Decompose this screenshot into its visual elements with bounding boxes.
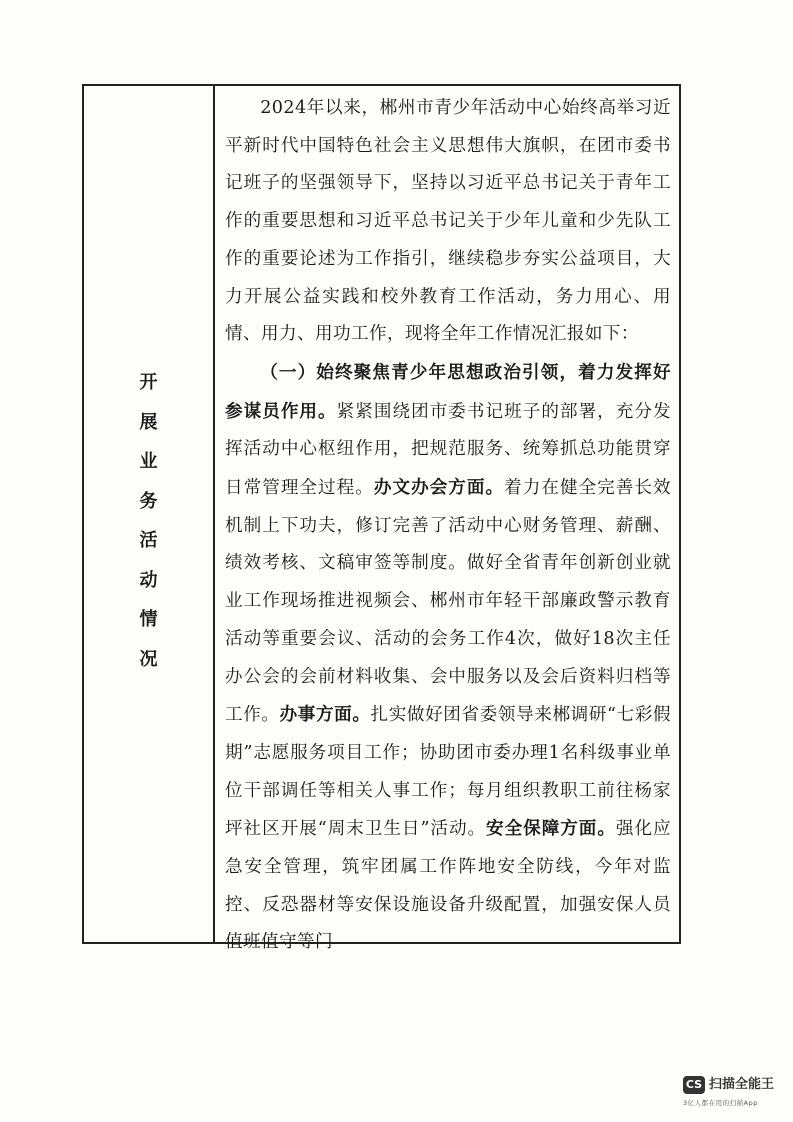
subheading-safety: 安全保障方面。 <box>486 818 616 840</box>
row-label-char: 展 <box>139 412 158 433</box>
row-label-char: 业 <box>139 451 158 472</box>
section-one-paragraph <box>225 354 671 962</box>
row-label-char: 活 <box>139 530 158 551</box>
body-text: 紧紧围绕团市委书记班子的部署，充分发挥活动中心枢纽作用，把规范服务、统筹抓总功能贯穿日常管理全过程。 <box>225 401 671 499</box>
camscanner-logo-icon: CS <box>683 1076 705 1094</box>
content-cell <box>225 90 671 962</box>
row-label-char: 情 <box>139 609 158 630</box>
scanner-tagline: 3亿人都在用的扫描App <box>683 1099 758 1107</box>
intro-paragraph: 2024年以来，郴州市青少年活动中心始终高举习近平新时代中国特色社会主义思想伟大旗帜，在团市委书记班子的坚强领导下，坚持以习近平总书记关于青年工作的重要思想和习近平总书记关于少年儿童和少先队工作的重要论述为工作指引，继续稳步夯实公益项目，大力开展公益实践和校外教育工作活动，务力用心、用情、用力、用功工作，现将全年工作情况汇报如下： <box>225 98 671 345</box>
body-text: 着力在健全完善长效机制上下功夫，修订完善了活动中心财务管理、薪酬、绩效考核、文稿审签等制度。做好全省青年创新创业就业工作现场推进视频会、郴州市年轻干部廉政警示教育活动等重要会议、活动的会务工作4次，做好18次主任办公会的会前材料收集、会中服务以及会后资料归档等工作。 <box>225 478 671 726</box>
row-label-char: 开 <box>139 372 158 393</box>
scanner-watermark <box>683 1076 788 1116</box>
report-table <box>82 84 681 953</box>
row-label-char: 务 <box>139 491 158 512</box>
row-label-char: 动 <box>139 570 158 591</box>
body-text: 扎实做好团省委领导来郴调研“七彩假期”志愿服务项目工作；协助团市委办理1名科级事业单位干部调任等相关人事工作；每月组织教职工前往杨家坪社区开展“周末卫生日”活动。 <box>225 705 671 840</box>
body-text: 强化应急安全管理，筑牢团属工作阵地安全防线，今年对监控、反恐器材等安保设施设备升级配置，加强安保人员值班值守等门 <box>225 819 671 953</box>
scanner-app-name: 扫描全能王 <box>709 1077 775 1092</box>
section-one-heading: （一）始终聚焦青少年思想政治引领，着力发挥好参谋员作用。 <box>225 361 671 422</box>
column-divider <box>213 86 215 942</box>
row-label-char: 况 <box>139 649 158 670</box>
row-label-cell <box>84 86 213 942</box>
subheading-meetings: 办文办会方面。 <box>373 477 505 499</box>
subheading-affairs: 办事方面。 <box>279 704 371 726</box>
